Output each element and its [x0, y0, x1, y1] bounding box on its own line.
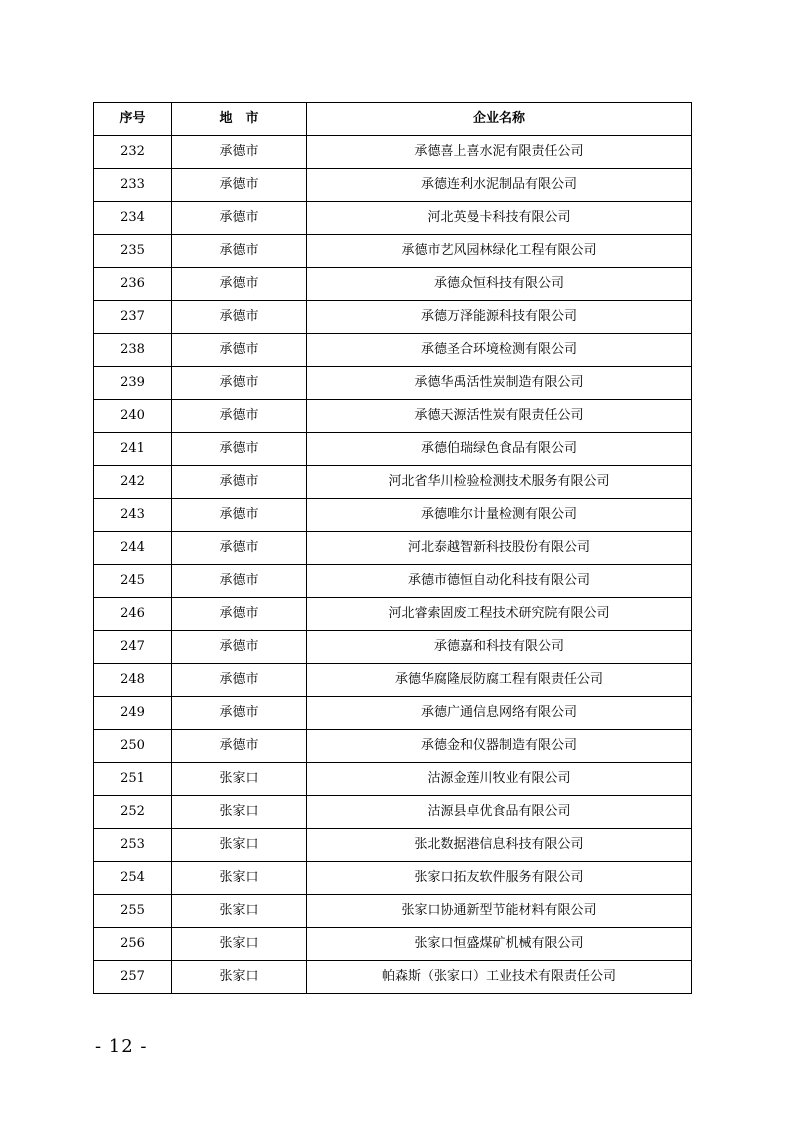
- row-city-cell: 承德市: [172, 169, 307, 202]
- row-city-cell: 张家口: [172, 928, 307, 961]
- row-city-cell: 承德市: [172, 433, 307, 466]
- row-number-cell: 234: [94, 202, 172, 235]
- row-company-cell: 承德唯尔计量检测有限公司: [307, 499, 692, 532]
- table-row: [94, 763, 692, 796]
- row-number-cell: 253: [94, 829, 172, 862]
- row-company-cell: 承德万泽能源科技有限公司: [307, 301, 692, 334]
- table-row: [94, 169, 692, 202]
- table-row: [94, 598, 692, 631]
- row-company-cell: 承德广通信息网络有限公司: [307, 697, 692, 730]
- row-number-cell: 241: [94, 433, 172, 466]
- row-city-cell: 张家口: [172, 796, 307, 829]
- row-number-cell: 232: [94, 136, 172, 169]
- row-city-cell: 张家口: [172, 763, 307, 796]
- row-city-cell: 承德市: [172, 301, 307, 334]
- row-company-cell: 承德市艺风园林绿化工程有限公司: [307, 235, 692, 268]
- row-city-cell: 承德市: [172, 565, 307, 598]
- table-row: [94, 202, 692, 235]
- row-city-cell: 承德市: [172, 268, 307, 301]
- row-city-cell: 承德市: [172, 598, 307, 631]
- row-number-cell: 249: [94, 697, 172, 730]
- row-number-cell: 237: [94, 301, 172, 334]
- row-company-cell: 沽源县卓优食品有限公司: [307, 796, 692, 829]
- page-number: - 12 -: [95, 1036, 148, 1057]
- header-number: 序号: [94, 103, 172, 136]
- row-city-cell: 张家口: [172, 862, 307, 895]
- row-city-cell: 承德市: [172, 697, 307, 730]
- row-company-cell: 承德众恒科技有限公司: [307, 268, 692, 301]
- row-city-cell: 承德市: [172, 136, 307, 169]
- row-number-cell: 245: [94, 565, 172, 598]
- row-number-cell: 233: [94, 169, 172, 202]
- row-city-cell: 承德市: [172, 499, 307, 532]
- row-company-cell: 河北泰越智新科技股份有限公司: [307, 532, 692, 565]
- row-company-cell: 河北睿索固废工程技术研究院有限公司: [307, 598, 692, 631]
- company-list-table: [93, 102, 692, 994]
- row-company-cell: 承德华禹活性炭制造有限公司: [307, 367, 692, 400]
- row-number-cell: 248: [94, 664, 172, 697]
- table-row: [94, 499, 692, 532]
- row-city-cell: 承德市: [172, 664, 307, 697]
- table-header-row: [94, 103, 692, 136]
- row-city-cell: 承德市: [172, 367, 307, 400]
- row-city-cell: 承德市: [172, 235, 307, 268]
- table-row: [94, 433, 692, 466]
- row-number-cell: 251: [94, 763, 172, 796]
- row-number-cell: 238: [94, 334, 172, 367]
- row-city-cell: 承德市: [172, 466, 307, 499]
- header-company: 企业名称: [307, 103, 692, 136]
- row-city-cell: 承德市: [172, 334, 307, 367]
- table-row: [94, 697, 692, 730]
- table-row: [94, 532, 692, 565]
- row-city-cell: 承德市: [172, 730, 307, 763]
- row-number-cell: 254: [94, 862, 172, 895]
- row-number-cell: 250: [94, 730, 172, 763]
- table-row: [94, 664, 692, 697]
- row-city-cell: 承德市: [172, 400, 307, 433]
- table-row: [94, 895, 692, 928]
- table-row: [94, 928, 692, 961]
- row-number-cell: 242: [94, 466, 172, 499]
- row-company-cell: 河北英曼卡科技有限公司: [307, 202, 692, 235]
- header-city: 地 市: [172, 103, 307, 136]
- table-row: [94, 796, 692, 829]
- row-number-cell: 256: [94, 928, 172, 961]
- row-company-cell: 承德市德恒自动化科技有限公司: [307, 565, 692, 598]
- table-row: [94, 334, 692, 367]
- row-number-cell: 252: [94, 796, 172, 829]
- row-company-cell: 张北数据港信息科技有限公司: [307, 829, 692, 862]
- row-number-cell: 247: [94, 631, 172, 664]
- row-city-cell: 承德市: [172, 532, 307, 565]
- table-row: [94, 631, 692, 664]
- row-number-cell: 257: [94, 961, 172, 994]
- table-row: [94, 268, 692, 301]
- row-company-cell: 承德天源活性炭有限责任公司: [307, 400, 692, 433]
- row-company-cell: 承德圣合环境检测有限公司: [307, 334, 692, 367]
- table-row: [94, 730, 692, 763]
- row-city-cell: 张家口: [172, 895, 307, 928]
- row-number-cell: 243: [94, 499, 172, 532]
- row-city-cell: 张家口: [172, 829, 307, 862]
- table-row: [94, 961, 692, 994]
- row-company-cell: 承德喜上喜水泥有限责任公司: [307, 136, 692, 169]
- row-number-cell: 246: [94, 598, 172, 631]
- row-number-cell: 255: [94, 895, 172, 928]
- row-company-cell: 河北省华川检验检测技术服务有限公司: [307, 466, 692, 499]
- row-city-cell: 承德市: [172, 631, 307, 664]
- table-row: [94, 136, 692, 169]
- row-company-cell: 承德华腐隆辰防腐工程有限责任公司: [307, 664, 692, 697]
- table-row: [94, 466, 692, 499]
- row-company-cell: 承德金和仪器制造有限公司: [307, 730, 692, 763]
- table-row: [94, 301, 692, 334]
- table-row: [94, 400, 692, 433]
- row-number-cell: 239: [94, 367, 172, 400]
- row-number-cell: 240: [94, 400, 172, 433]
- row-city-cell: 承德市: [172, 202, 307, 235]
- row-company-cell: 张家口拓友软件服务有限公司: [307, 862, 692, 895]
- row-company-cell: 帕森斯（张家口）工业技术有限责任公司: [307, 961, 692, 994]
- row-company-cell: 张家口协通新型节能材料有限公司: [307, 895, 692, 928]
- row-number-cell: 236: [94, 268, 172, 301]
- row-company-cell: 承德嘉和科技有限公司: [307, 631, 692, 664]
- row-number-cell: 244: [94, 532, 172, 565]
- table-row: [94, 565, 692, 598]
- row-company-cell: 承德连利水泥制品有限公司: [307, 169, 692, 202]
- table-row: [94, 367, 692, 400]
- table-row: [94, 862, 692, 895]
- row-number-cell: 235: [94, 235, 172, 268]
- row-city-cell: 张家口: [172, 961, 307, 994]
- row-company-cell: 承德伯瑞绿色食品有限公司: [307, 433, 692, 466]
- row-company-cell: 沽源金莲川牧业有限公司: [307, 763, 692, 796]
- table-body: [94, 136, 692, 994]
- table-row: [94, 829, 692, 862]
- row-company-cell: 张家口恒盛煤矿机械有限公司: [307, 928, 692, 961]
- table-row: [94, 235, 692, 268]
